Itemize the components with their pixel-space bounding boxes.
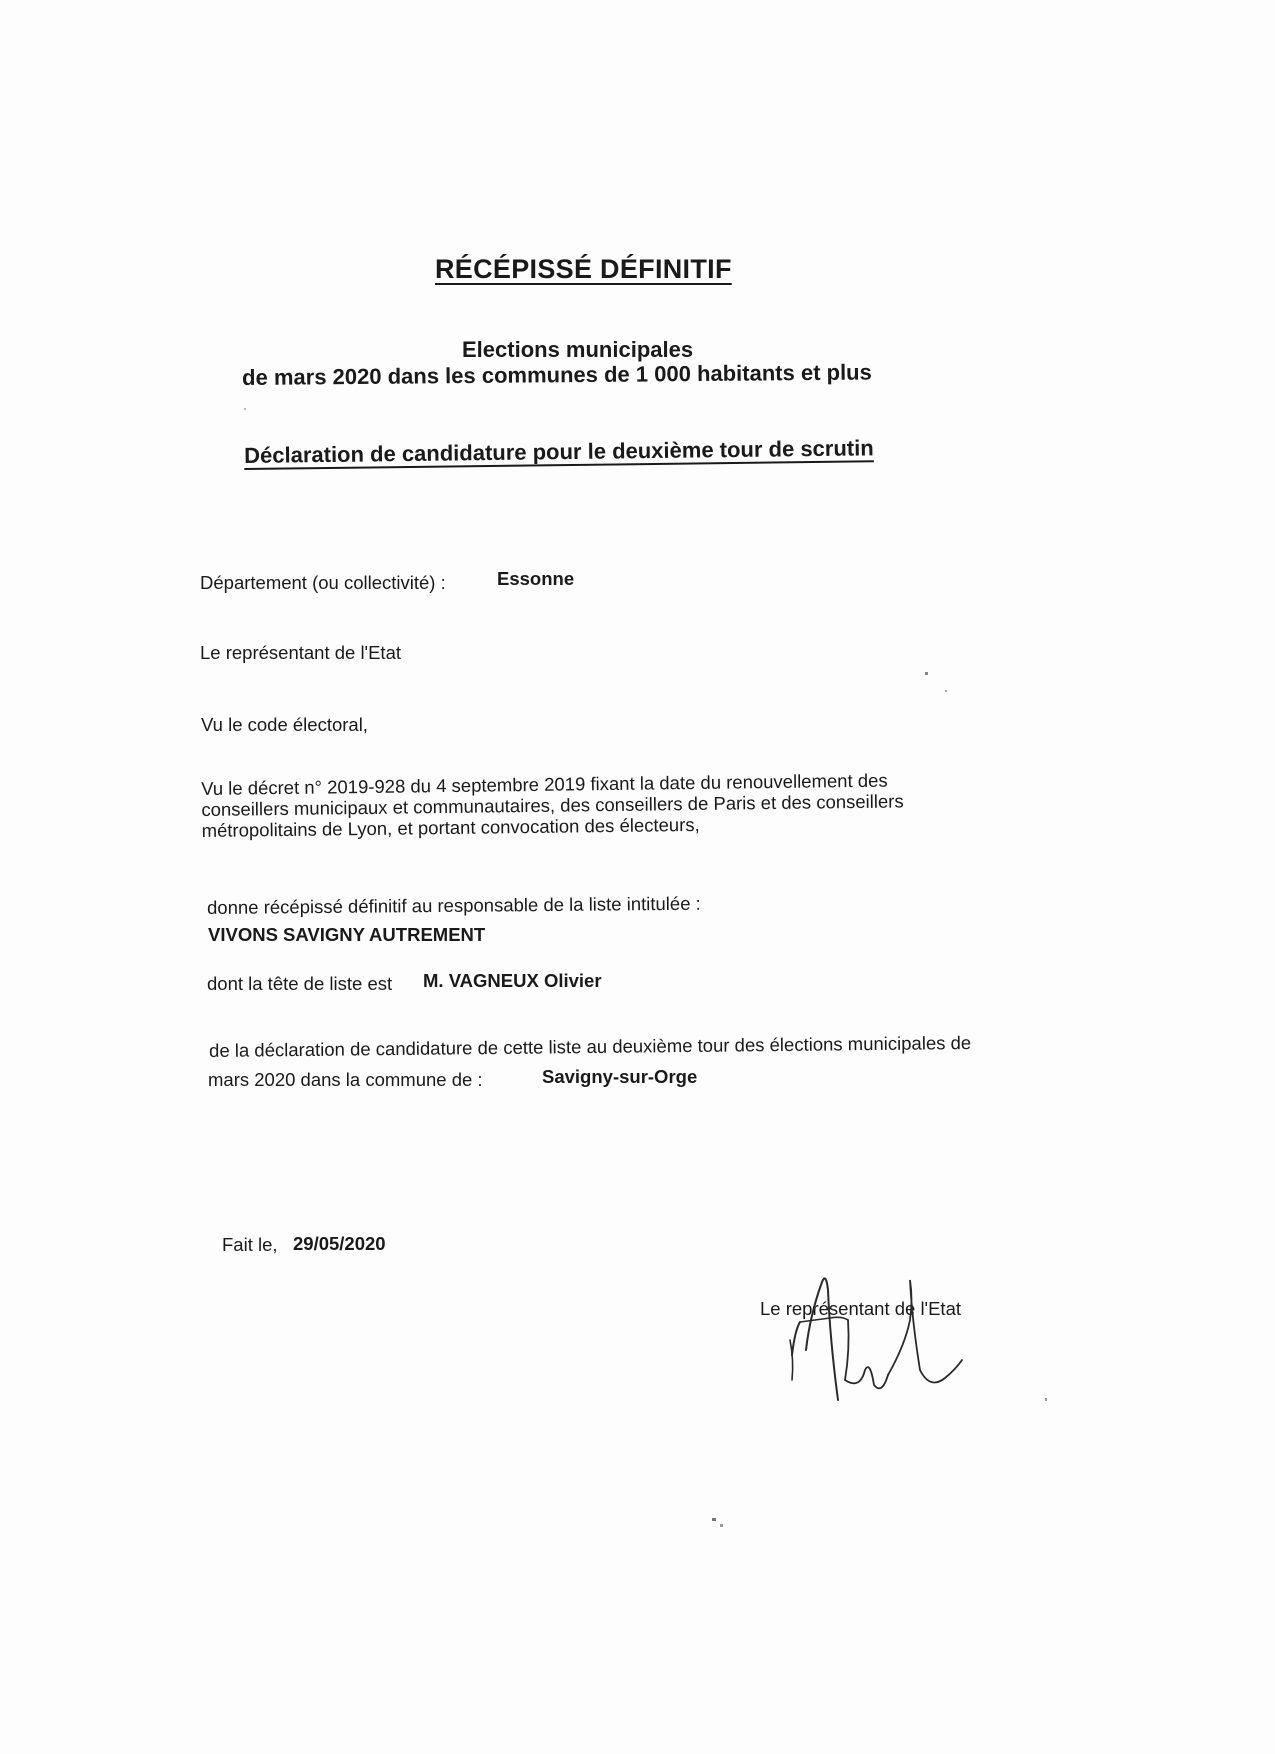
representative-line: Le représentant de l'Etat bbox=[200, 642, 401, 663]
scan-speck bbox=[945, 690, 947, 692]
handwritten-signature bbox=[770, 1260, 1030, 1420]
list-name: VIVONS SAVIGNY AUTREMENT bbox=[208, 924, 486, 945]
department-label: Département (ou collectivité) : bbox=[200, 572, 446, 593]
scan-speck bbox=[244, 408, 246, 410]
scan-speck bbox=[925, 672, 928, 675]
electoral-code-line: Vu le code électoral, bbox=[201, 714, 368, 735]
commune-value: Savigny-sur-Orge bbox=[542, 1066, 698, 1087]
date-label: Fait le, bbox=[222, 1234, 278, 1255]
department-value: Essonne bbox=[497, 568, 575, 589]
commune-label: mars 2020 dans la commune de : bbox=[208, 1069, 483, 1090]
scan-speck bbox=[712, 1518, 716, 1521]
document-title: RÉCÉPISSÉ DÉFINITIF bbox=[435, 254, 732, 284]
decree-line: conseillers municipaux et communautaires, des conseillers de Paris et des conseillers bbox=[201, 790, 904, 820]
scan-speck bbox=[1045, 1398, 1047, 1401]
decree-line: Vu le décret n° 2019-928 du 4 septembre 2019 fixant la date du renouvellement des bbox=[201, 769, 888, 799]
declaration-heading: Déclaration de candidature pour le deuxième tour de scrutin bbox=[244, 435, 874, 468]
decree-line: métropolitains de Lyon, et portant convocation des électeurs, bbox=[201, 813, 700, 841]
date-value: 29/05/2020 bbox=[293, 1233, 386, 1254]
scan-speck bbox=[720, 1524, 723, 1527]
head-of-list-label: dont la tête de liste est bbox=[207, 973, 393, 994]
receipt-line: donne récépissé définitif au responsable de la liste intitulée : bbox=[207, 892, 701, 918]
subtitle-line-1: Elections municipales bbox=[462, 337, 694, 362]
decree-paragraph bbox=[201, 769, 904, 841]
head-of-list-value: M. VAGNEUX Olivier bbox=[423, 970, 602, 991]
signature-label: Le représentant de l'Etat bbox=[760, 1298, 961, 1319]
subtitle-line-2: de mars 2020 dans les communes de 1 000 habitants et plus bbox=[242, 359, 872, 390]
candidacy-line: de la déclaration de candidature de cette liste au deuxième tour des élections municipales de bbox=[209, 1032, 972, 1061]
